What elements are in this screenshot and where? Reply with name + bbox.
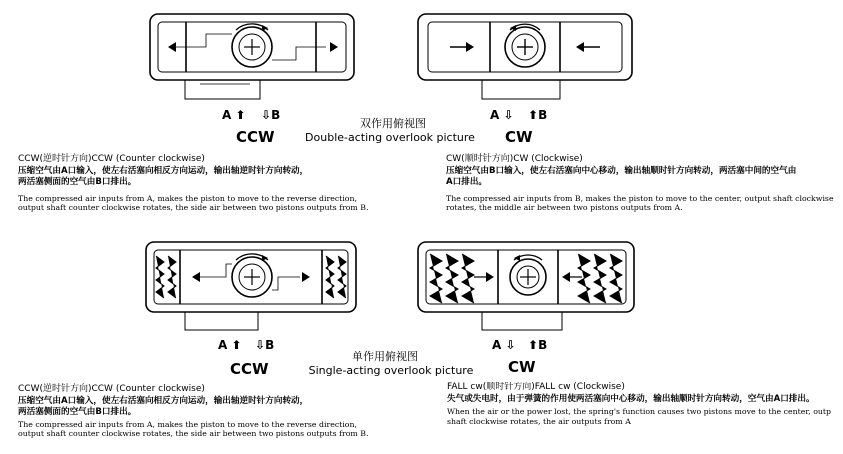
single-acting-caption: 单作用俯视图 Single-acting overlook picture bbox=[308, 350, 474, 377]
single-acting-cw-diagram bbox=[412, 232, 640, 344]
double-acting-caption: 双作用俯视图 Double-acting overlook picture bbox=[305, 117, 475, 144]
port-b-label: ⬆B bbox=[528, 108, 548, 122]
double-acting-cw-diagram bbox=[410, 4, 640, 116]
rotation-label-cw: CW bbox=[508, 358, 536, 376]
port-b-label: ⇩B bbox=[255, 338, 275, 352]
double-acting-cw-description: CW(顺时针方向)CW (Clockwise) 压缩空气由B口输入，使左右活塞向中心移动，输出轴顺时针方向转动，两活塞中间的空气由 A口排出。 The compressed air inputs from B, makes the piston to move to the center, output shaft clockwise rotates, the middle air between two pistons outputs from A. bbox=[446, 154, 834, 213]
double-acting-ccw-diagram bbox=[140, 4, 360, 116]
single-acting-cw-description: FALL cw(顺时针方向)FALL cw (Clockwise) 失气或失电时，由于弹簧的作用使两活塞向中心移动，输出轴顺时针方向转动，空气由A口排出。 When the air or the power lost, the spring's function causes two pistons move to the center, outp shaft clockwise rotates, the air outputs from A bbox=[447, 382, 832, 426]
rotation-label-ccw: CCW bbox=[236, 128, 275, 146]
rotation-label-cw: CW bbox=[505, 128, 533, 146]
double-acting-ccw-description: CCW(逆时针方向)CCW (Counter clockwise) 压缩空气由A口输入，使左右活塞向相反方向运动，输出轴逆时针方向转动， 两活塞侧面的空气由B口排出。 The compressed air inputs from A, makes the piston to move to the reverse direction, output shaft counter clockwise rotates, the side air between two pistons outputs from B. bbox=[18, 154, 369, 213]
rotation-label-ccw: CCW bbox=[230, 360, 269, 378]
port-a-label: A ⇩ bbox=[490, 108, 514, 122]
port-a-label: A ⬆ bbox=[218, 338, 242, 352]
single-acting-ccw-diagram bbox=[140, 232, 362, 344]
port-b-label: ⇩B bbox=[261, 108, 281, 122]
port-a-label: A ⬆ bbox=[222, 108, 246, 122]
single-acting-ccw-description: CCW(逆时针方向)CCW (Counter clockwise) 压缩空气由A口输入，使左右活塞向相反方向运动，输出轴逆时针方向转动， 两活塞侧面的空气由B口排出。 The compressed air inputs from A, makes the piston to move to the reverse direction, output shaft counter clockwise rotates, the side air between two pistons outputs from B. bbox=[18, 384, 369, 439]
port-a-label: A ⇩ bbox=[492, 338, 516, 352]
port-b-label: ⬆B bbox=[528, 338, 548, 352]
